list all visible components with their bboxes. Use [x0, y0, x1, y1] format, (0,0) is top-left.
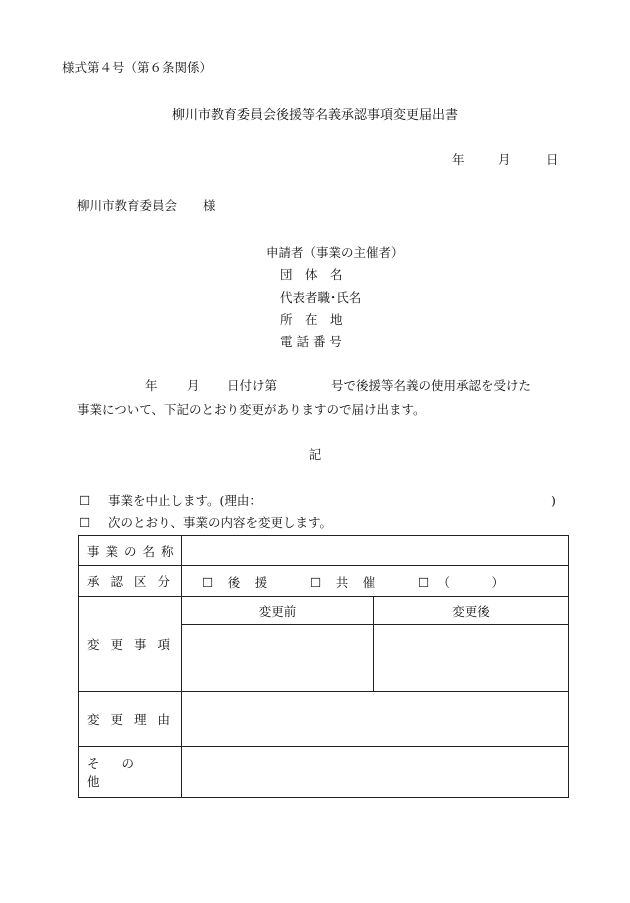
body-year: 年 — [145, 378, 158, 393]
applicant-field-organization: 団 体 名 — [280, 267, 343, 282]
project-name-label: 事業の名称 — [79, 536, 182, 566]
form-number-label: 様式第４号（第６条関係） — [62, 60, 213, 75]
after-header: 変更後 — [374, 597, 569, 625]
other-input[interactable] — [182, 747, 569, 798]
date-day-label: 日 — [546, 152, 559, 167]
body-line-2: 事業について、下記のとおり変更がありますので届け出ます。 — [77, 402, 426, 417]
cancel-text: 事業を中止します。(理由： — [108, 493, 262, 508]
change-items-label: 変更事項 — [79, 597, 182, 692]
category-support-checkbox[interactable]: ☐ 後 援 — [202, 575, 269, 590]
addressee — [77, 198, 216, 214]
change-text: 次のとおり、事業の内容を変更します。 — [108, 515, 333, 530]
category-label: 承認区分 — [79, 566, 182, 597]
change-details-table — [78, 535, 569, 798]
body-month: 月 — [187, 378, 200, 393]
cancel-checkbox[interactable]: ☐ — [79, 493, 91, 508]
reason-label: 変更理由 — [79, 692, 182, 747]
addressee-honorific: 様 — [203, 198, 216, 213]
applicant-heading: 申請者（事業の主催者） — [266, 245, 404, 260]
ki-heading: 記 — [308, 447, 322, 462]
category-other-checkbox[interactable]: ☐ （ ） — [418, 575, 505, 590]
body-rest: 号で後援等名義の使用承認を受けた — [331, 378, 532, 393]
change-checkbox[interactable]: ☐ — [79, 515, 91, 530]
before-input[interactable] — [182, 625, 374, 692]
applicant-field-address: 所 在 地 — [280, 312, 343, 327]
cancel-reason-close: ) — [551, 493, 556, 508]
project-name-input[interactable] — [182, 536, 569, 566]
applicant-field-representative: 代表者職･氏名 — [280, 290, 362, 305]
other-label: その他 — [79, 747, 182, 798]
date-month-label: 月 — [498, 152, 511, 167]
category-cohost-checkbox[interactable]: ☐ 共 催 — [310, 575, 377, 590]
body-day-ref: 日付け第 — [227, 378, 278, 393]
applicant-field-phone: 電 話 番 号 — [280, 334, 342, 349]
after-input[interactable] — [374, 625, 569, 692]
before-header: 変更前 — [182, 597, 374, 625]
addressee-name: 柳川市教育委員会 — [77, 198, 178, 213]
reason-input[interactable] — [182, 692, 569, 747]
category-options — [182, 566, 569, 597]
date-year-label: 年 — [452, 152, 465, 167]
document-title: 柳川市教育委員会後援等名義承認事項変更届出書 — [171, 108, 458, 123]
